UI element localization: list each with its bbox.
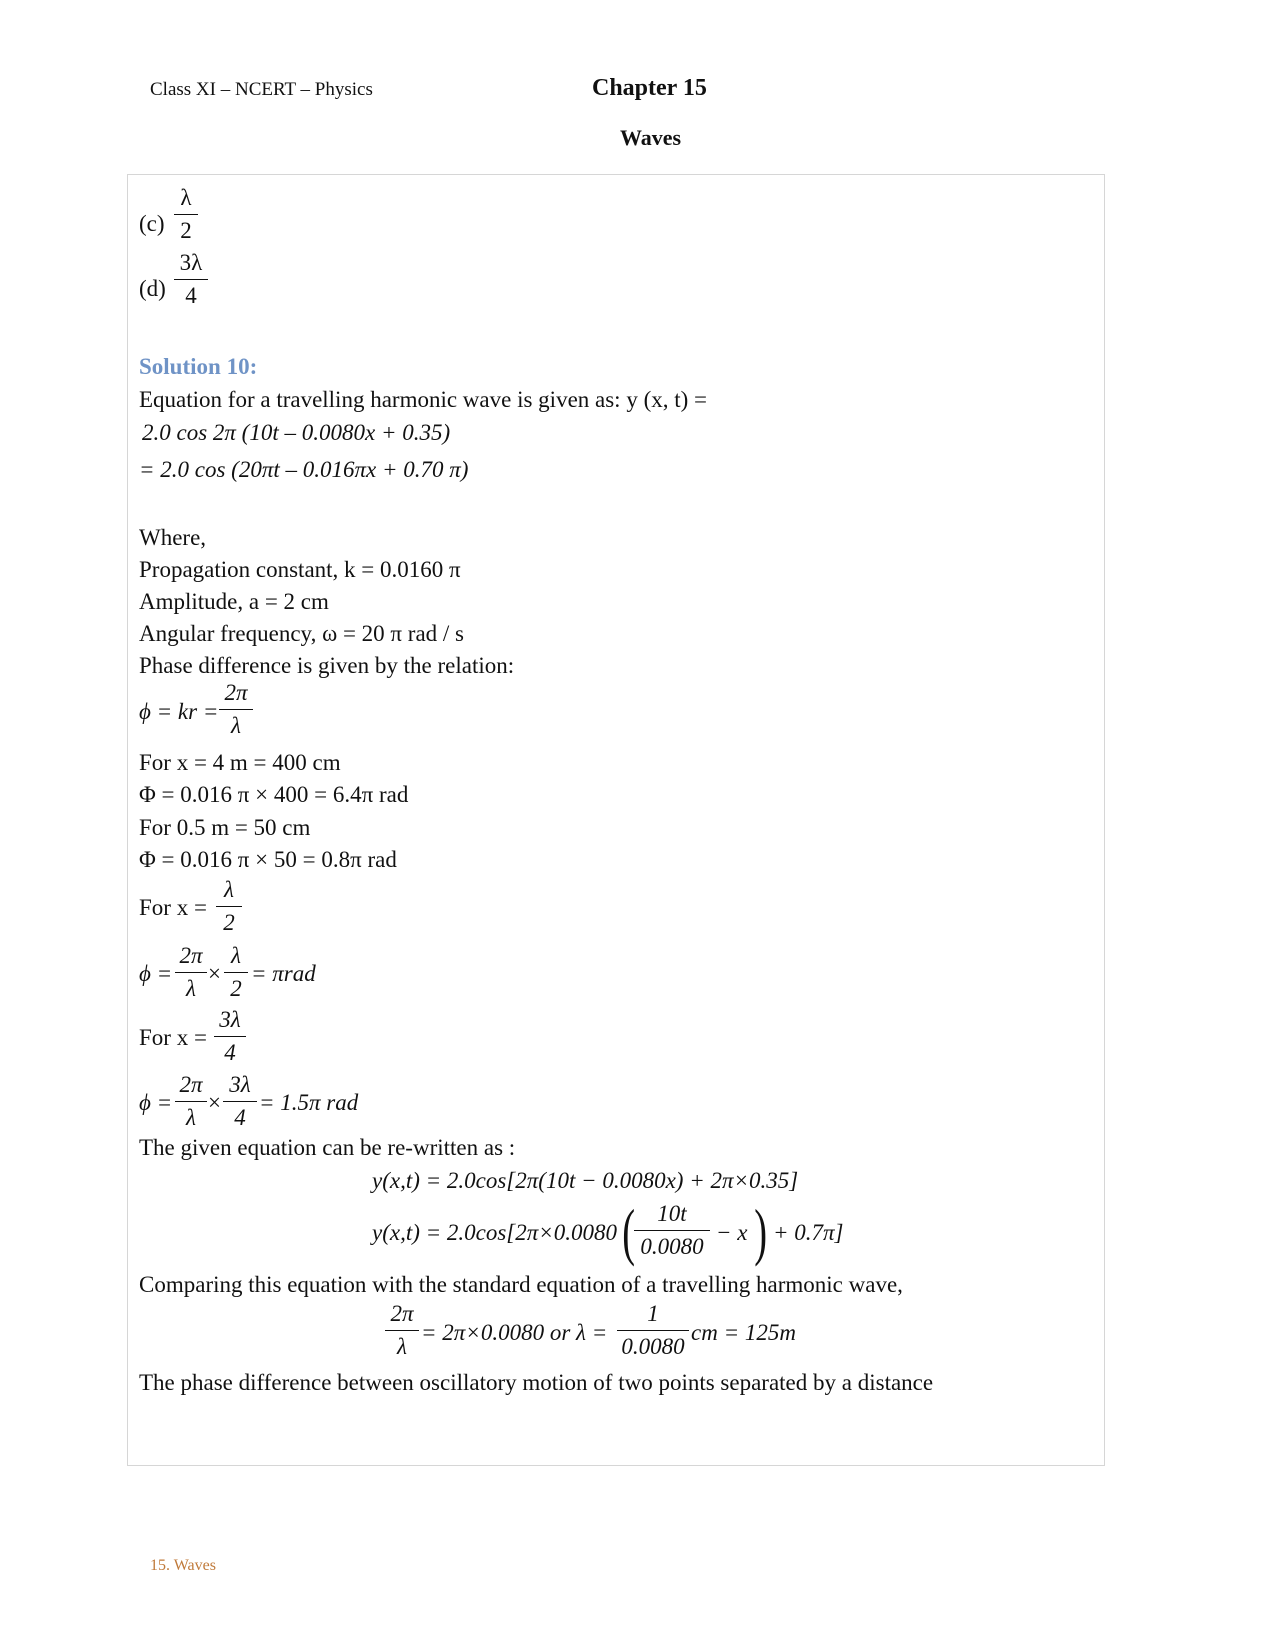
three-quarter-lambda-fraction: $\frac{3\lambda}{4}$ [214,1007,246,1066]
where-label: Where, [139,525,207,550]
phi-relation-lhs: ϕ = kr = [139,699,219,724]
comparison-middle: = 2π×0.0080 or λ = [421,1320,608,1345]
times-sign: × [208,961,221,986]
equation-1: 2.0 cos 2π (10t – 0.0080x + 0.35) [142,420,451,445]
option-c-label: (c) [139,211,165,236]
close-paren: ) [754,1196,768,1267]
for-0.5m: For 0.5 m = 50 cm [139,815,311,840]
equation-2: = 2.0 cos (20πt – 0.016πx + 0.70 π) [139,457,469,482]
half-lambda-fraction: $\frac{\lambda}{2}$ [216,877,242,936]
comparison-fraction-2: $\frac{1}{0.0080}$ [617,1301,689,1360]
rewritten-equation-2-lhs: y(x,t) = 2.0cos[2π×0.0080 [372,1220,618,1245]
for-x-3q-lhs: For x = [139,1025,207,1050]
rewritten-minus-x: − x [716,1220,748,1245]
phi-3q-fraction-1: $\frac{2\pi}{\lambda}$ [175,1072,207,1131]
phi-3q-rhs: = 1.5π rad [259,1090,359,1115]
option-d-label: (d) [139,276,166,301]
open-paren: ( [622,1196,636,1267]
propagation-constant: Propagation constant, k = 0.0160 π [139,557,461,582]
footer-chapter: 15. Waves [150,1557,216,1574]
solution-intro: Equation for a travelling harmonic wave is given as: y (x, t) = [139,387,708,412]
final-sentence: The phase difference between oscillatory motion of two points separated by a distance [139,1370,934,1395]
phase-difference-4m: Φ = 0.016 π × 400 = 6.4π rad [139,782,409,807]
comparison-intro: Comparing this equation with the standard equation of a travelling harmonic wave, [139,1272,903,1297]
comparison-rhs: cm = 125m [691,1320,796,1345]
phi-3q-lhs: ϕ = [139,1090,173,1115]
content-box [127,174,1105,1466]
phi-half-rhs: = πrad [251,961,316,986]
amplitude: Amplitude, a = 2 cm [139,589,329,614]
phi-relation-fraction: $\frac{2\pi}{\lambda}$ [219,680,253,739]
option-c-fraction: $\frac{\lambda}{2}$ [174,185,198,244]
rewritten-equation-2-rhs: + 0.7π] [773,1220,844,1245]
chapter-number: Chapter 15 [592,75,707,101]
phase-intro: Phase difference is given by the relation: [139,653,515,678]
rewritten-equation-1: y(x,t) = 2.0cos[2π(10t − 0.0080x) + 2π×0.35] [372,1168,799,1193]
rewritten-fraction: $\frac{10t}{0.0080}$ [634,1201,710,1260]
for-x-4m: For x = 4 m = 400 cm [139,750,341,775]
phase-difference-0.5m: Φ = 0.016 π × 50 = 0.8π rad [139,847,397,872]
solution-heading: Solution 10: [139,354,258,379]
chapter-title: Waves [620,125,682,150]
phi-half-fraction-2: $\frac{\lambda}{2}$ [224,943,248,1002]
rewrite-intro: The given equation can be re-written as : [139,1135,516,1160]
phi-3q-fraction-2: $\frac{3\lambda}{4}$ [223,1072,257,1131]
phi-half-fraction-1: $\frac{2\pi}{\lambda}$ [175,943,207,1002]
phi-half-lhs: ϕ = [139,961,173,986]
comparison-fraction-1: $\frac{2\pi}{\lambda}$ [385,1301,419,1360]
times-sign: × [208,1090,221,1115]
header-subject: Class XI – NCERT – Physics [150,79,373,100]
angular-frequency: Angular frequency, ω = 20 π rad / s [139,621,464,646]
for-x-half-lhs: For x = [139,895,207,920]
option-d-fraction: $\frac{3\lambda}{4}$ [174,250,208,309]
